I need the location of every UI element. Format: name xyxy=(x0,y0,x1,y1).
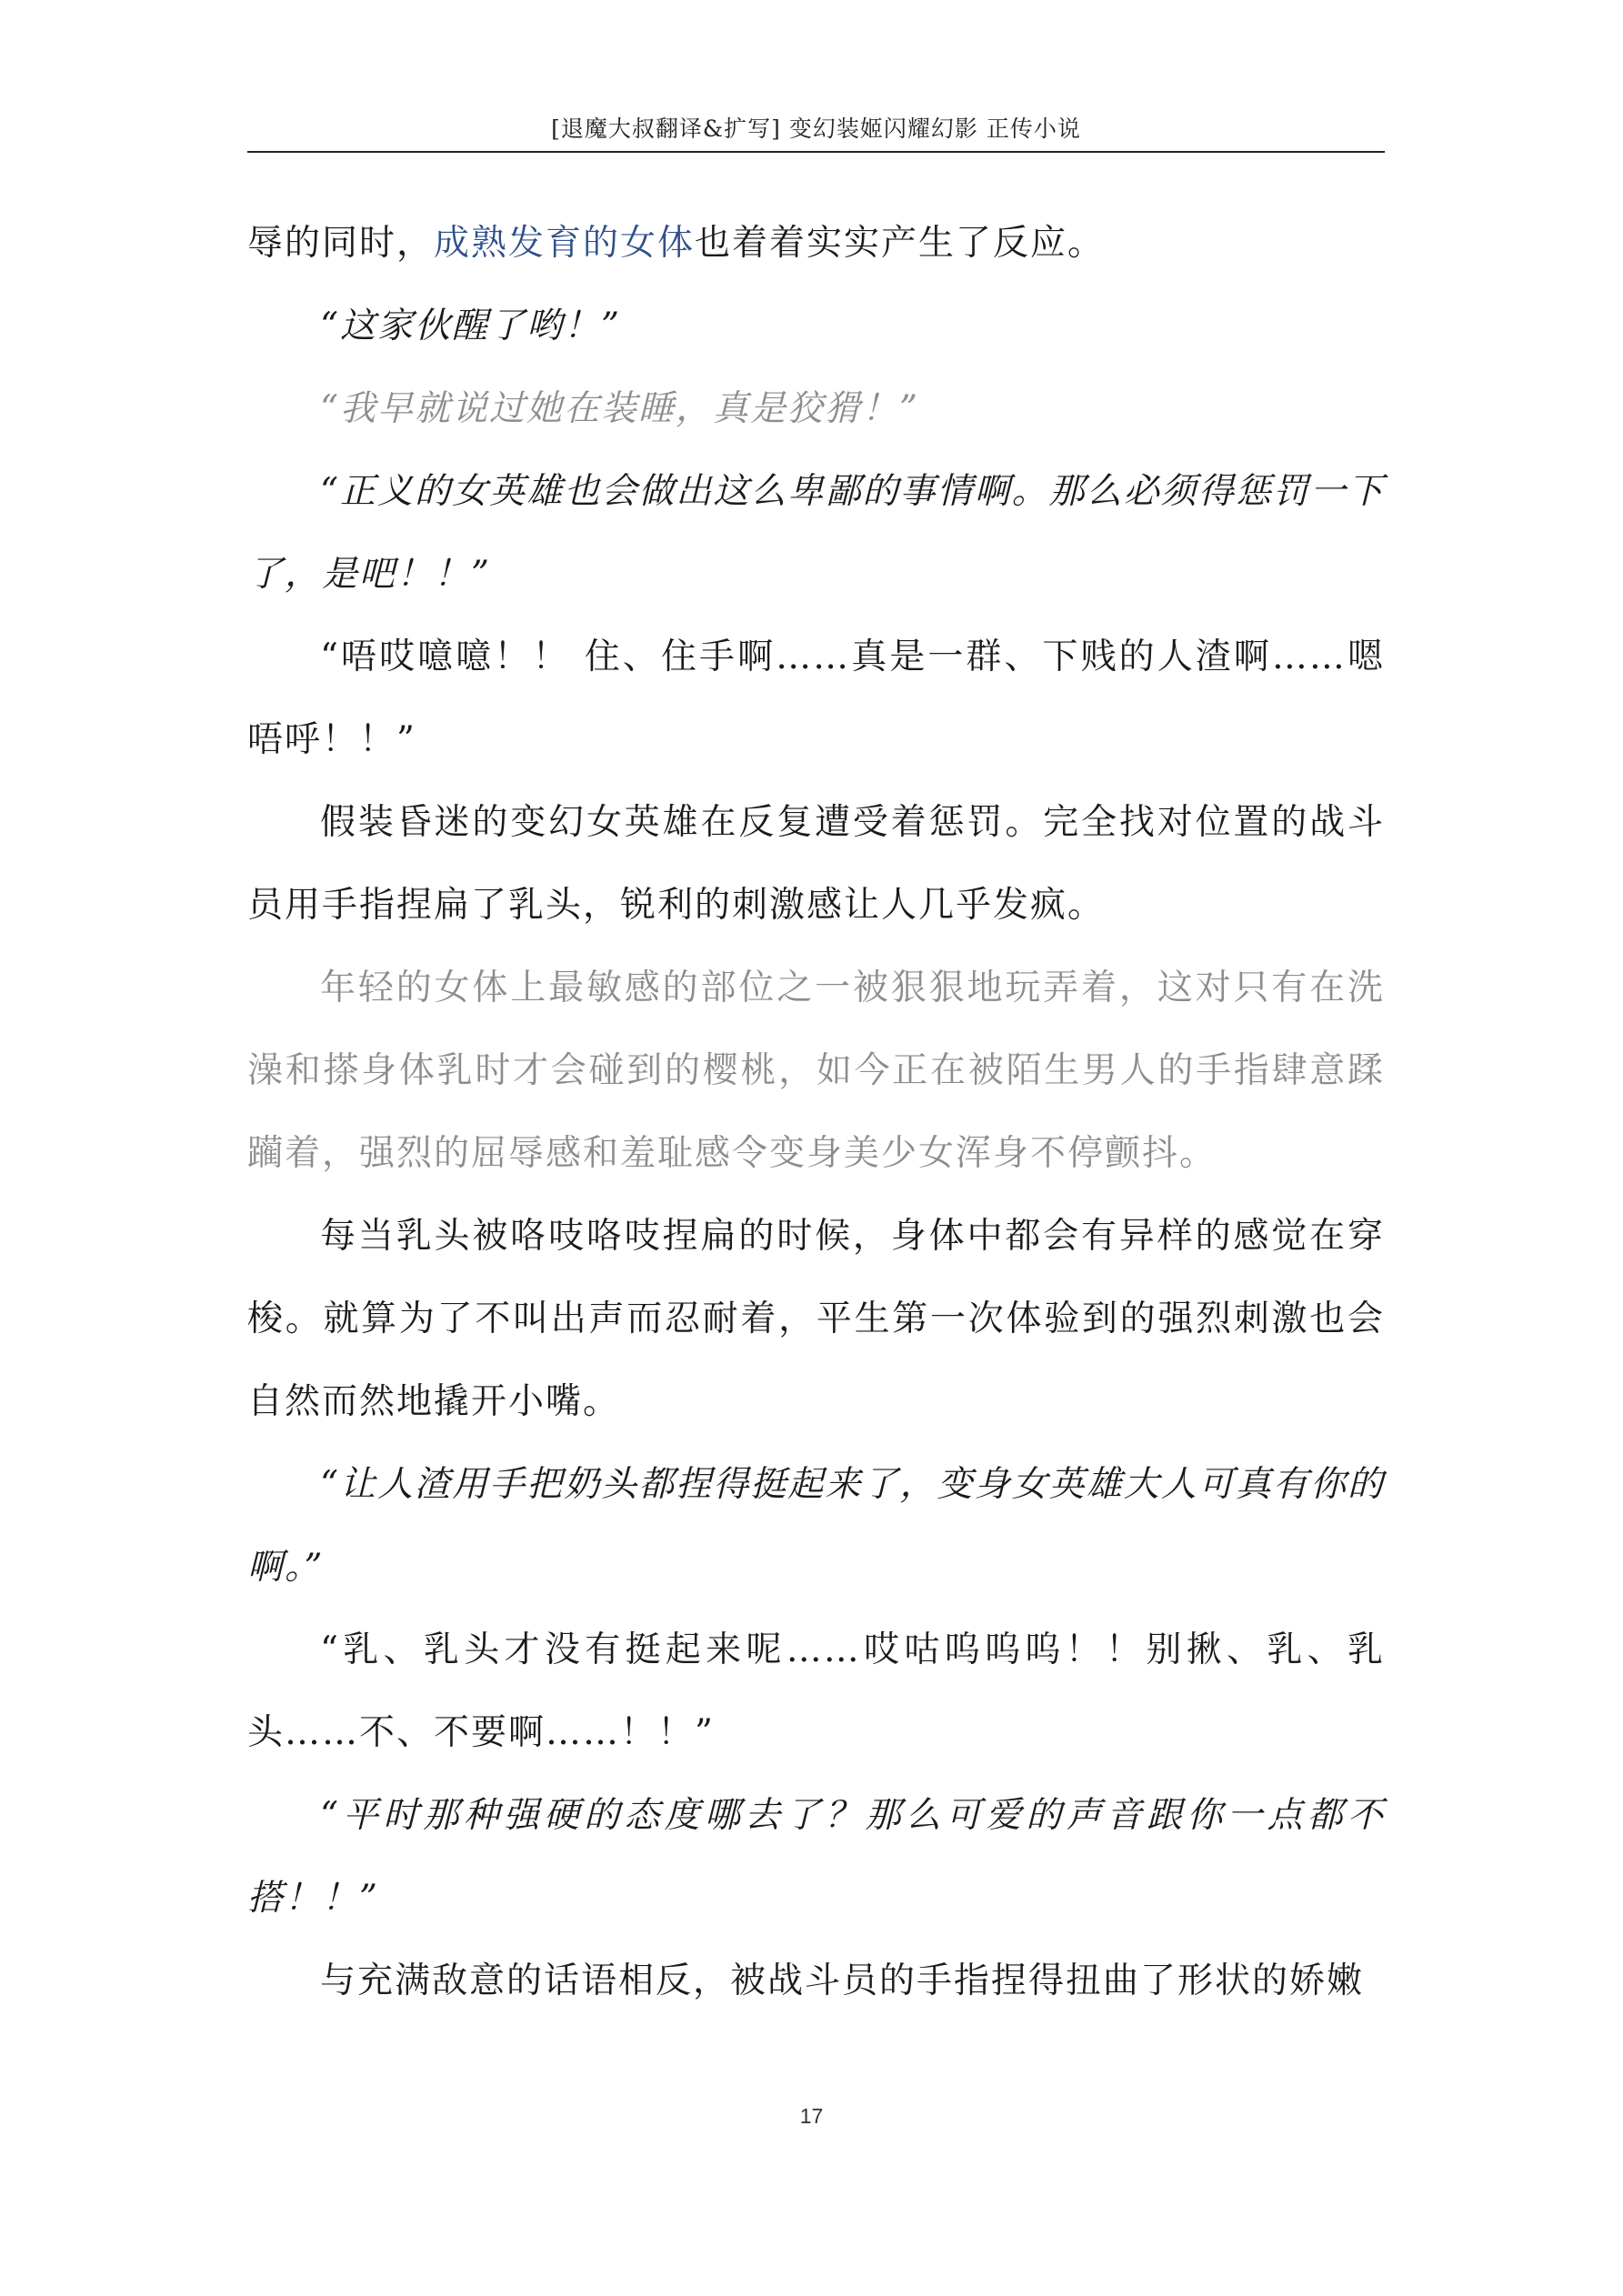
paragraph-1-end: 也着着实实产生了反应。 xyxy=(695,223,1106,264)
document-body xyxy=(247,202,1385,2022)
narration-paragraph-7: 年轻的女体上最敏感的部位之一被狠狠地玩弄着，这对只有在洗澡和搽身体乳时才会碰到的樱桃，如今正在被陌生男人的手指肆意蹂躏着，强烈的屈辱感和羞耻感令变身美少女浑身不停颤抖。 xyxy=(247,968,1385,1174)
dialogue-line-5: “唔哎噫噫！！ 住、住手啊……真是一群、下贱的人渣啊……嗯唔呼！！” xyxy=(247,637,1385,760)
dialogue-line-2: “这家伙醒了哟！” xyxy=(320,306,621,346)
dialogue-line-3: “我早就说过她在装睡，真是狡猾！” xyxy=(320,388,919,429)
header-title: [退魔大叔翻译&扩写] 变幻装姬闪耀幻影 正传小说 xyxy=(551,115,1081,142)
running-header xyxy=(247,107,1385,153)
dialogue-line-9: “让人渣用手把奶头都捏得挺起来了，变身女英雄大人可真有你的啊。” xyxy=(247,1464,1385,1588)
dialogue-line-10: “乳、乳头才没有挺起来呢……哎咕呜呜呜！！别揪、乳、乳头……不、不要啊……！！” xyxy=(247,1629,1385,1753)
dialogue-line-11: “平时那种强硬的态度哪去了？那么可爱的声音跟你一点都不搭！！” xyxy=(247,1795,1385,1919)
paragraph-1-start: 辱的同时， xyxy=(247,223,435,264)
narration-paragraph-6: 假装昏迷的变幻女英雄在反复遭受着惩罚。完全找对位置的战斗员用手指捏扁了乳头，锐利的刺激感让人几乎发疯。 xyxy=(247,802,1385,926)
narration-paragraph-8: 每当乳头被咯吱咯吱捏扁的时候，身体中都会有异样的感觉在穿梭。就算为了不叫出声而忍耐着，平生第一次体验到的强烈刺激也会自然而然地撬开小嘴。 xyxy=(247,1216,1385,1422)
highlighted-phrase: 成熟发育的女体 xyxy=(434,223,696,264)
paragraph-1 xyxy=(247,202,1385,285)
dialogue-line-4: “正义的女英雄也会做出这么卑鄙的事情啊。那么必须得惩罚一下了，是吧！！” xyxy=(247,471,1385,595)
page-number: 17 xyxy=(799,2104,824,2128)
narration-paragraph-12: 与充满敌意的话语相反，被战斗员的手指捏得扭曲了形状的娇嫩 xyxy=(320,1960,1365,2001)
